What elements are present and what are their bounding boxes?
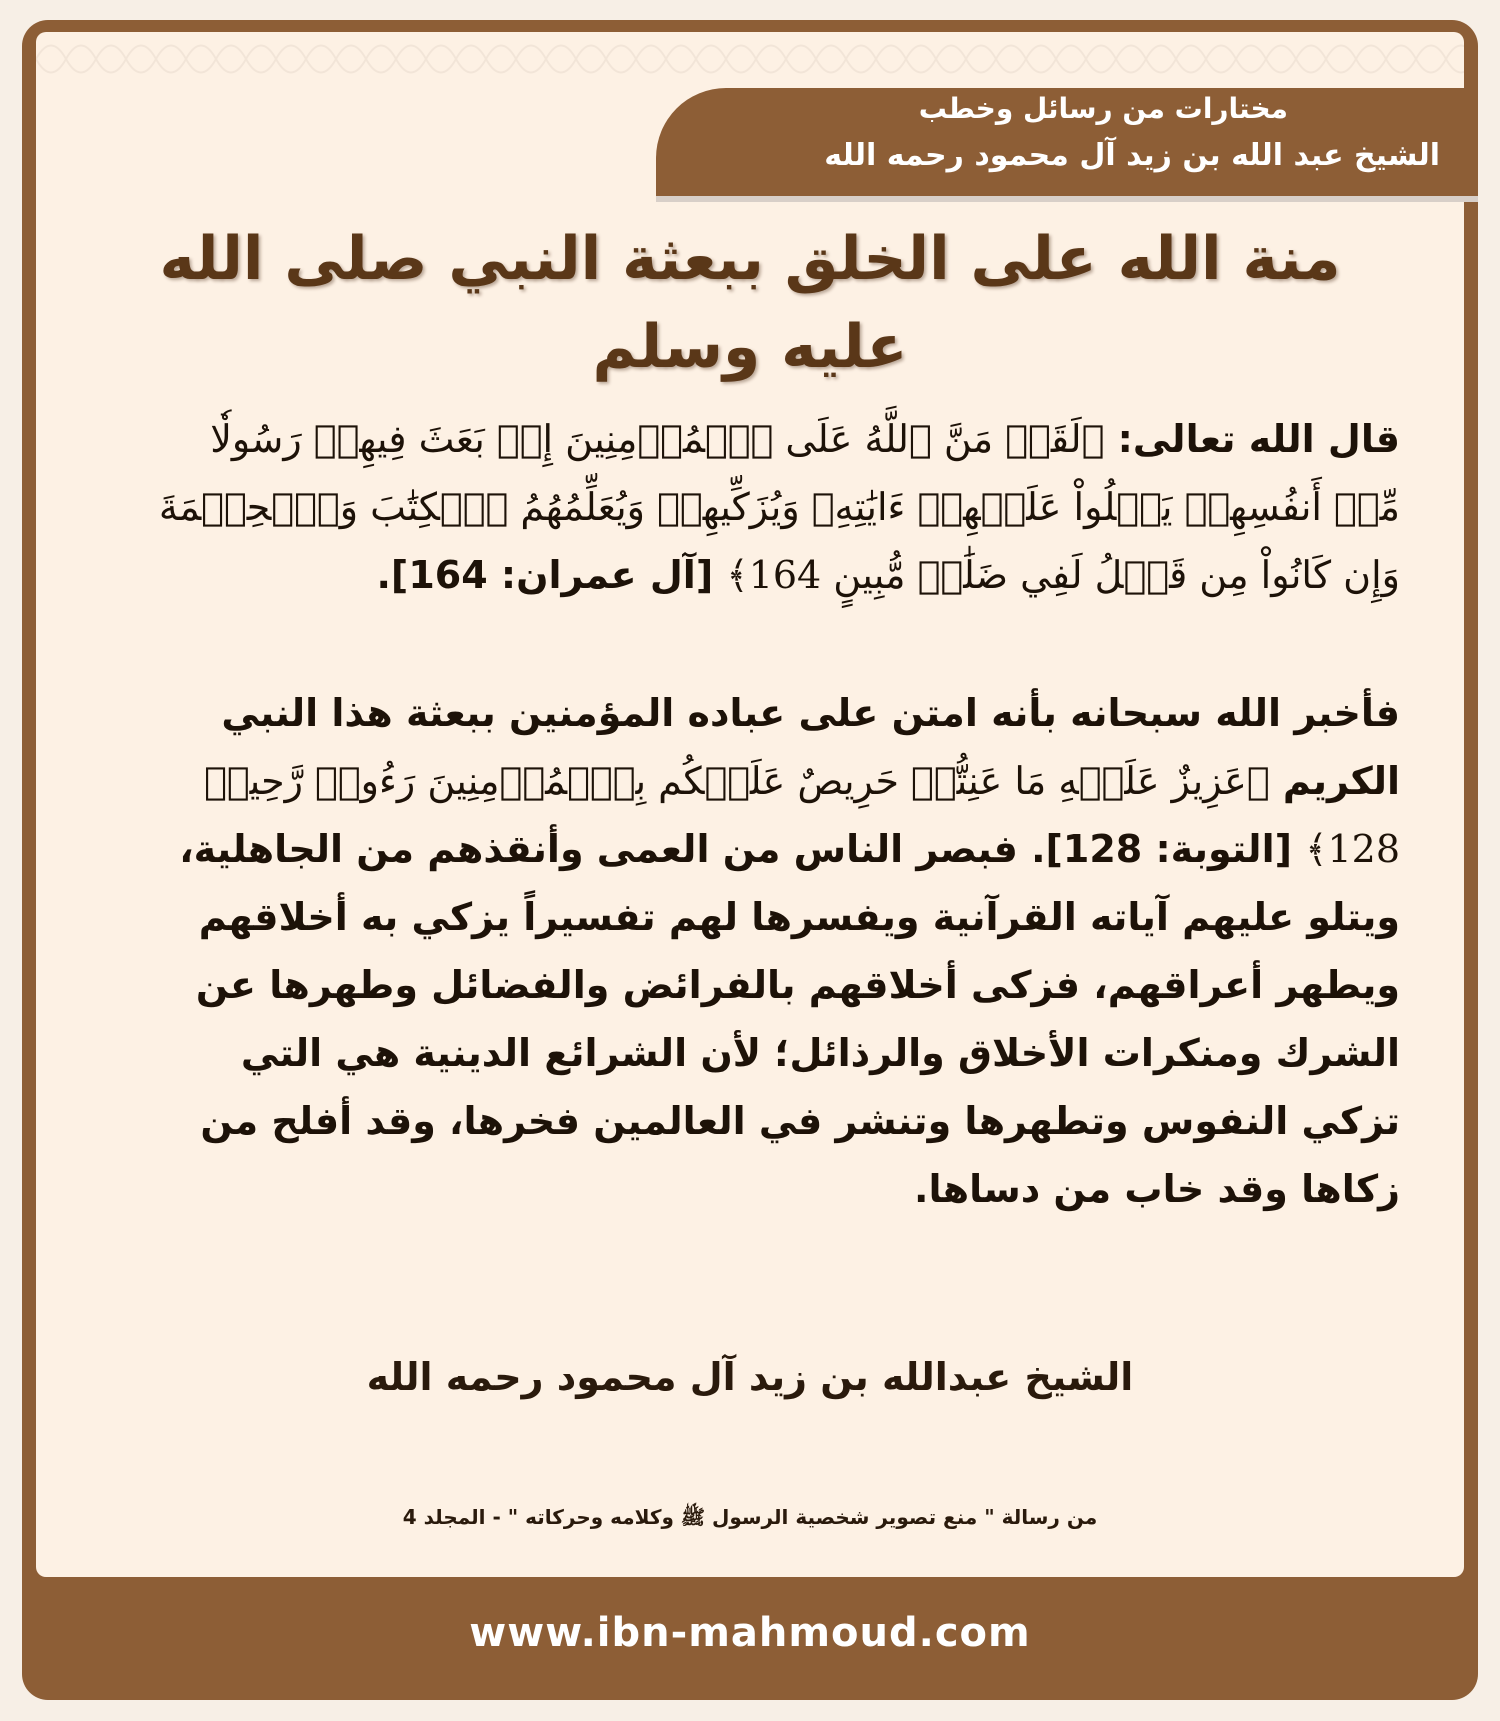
website-link[interactable]: www.ibn-mahmoud.com xyxy=(469,1610,1031,1656)
header-banner xyxy=(656,88,1478,196)
p1-intro: قال الله تعالى: xyxy=(1104,417,1400,461)
quran-verse-2: ﴿عَزِيزٌ عَلَيۡهِ مَا عَنِتُّمۡ حَرِيصٌ عَلَيۡكُم بِٱلۡمُؤۡمِنِينَ رَءُوفٞ رَّحِيمٞ 128﴾ xyxy=(204,759,1400,871)
header-line-1: مختارات من رسائل وخطب xyxy=(918,92,1288,125)
p1-reference: [آل عمران: 164]. xyxy=(376,553,727,597)
author-signature: الشيخ عبدالله بن زيد آل محمود رحمه الله xyxy=(366,1355,1134,1399)
p2-start: فأخبر الله سبحانه بأنه امتن على عباده المؤمنين ببعثة هذا النبي الكريم xyxy=(221,691,1400,803)
quran-verse-1: ﴿لَقَدۡ مَنَّ ٱللَّهُ عَلَى ٱلۡمُؤۡمِنِينَ إِذۡ بَعَثَ فِيهِمۡ رَسُولٗا مِّنۡ أَنفُسِهِمۡ يَتۡلُواْ عَلَيۡهِمۡ ءَايَٰتِهِۦ وَيُزَكِّيهِمۡ وَيُعَلِّمُهُمُ ٱلۡكِتَٰبَ وَٱلۡحِكۡمَةَ وَإِن كَانُواْ مِن قَبۡلُ لَفِي ضَلَٰلٖ مُّبِينٍ 164﴾ xyxy=(158,417,1400,597)
paragraph-1 xyxy=(140,405,1400,609)
p2-rest: [التوبة: 128]. فبصر الناس من العمى وأنقذهم من الجاهلية، ويتلو عليهم آياته القرآنية ويفسرها لهم تفسيراً يزكي به أخلاقهم ويطهر أعراقهم، فزكى أخلاقهم بالفرائض والفضائل وطهرها عن الشرك ومنكرات الأخلاق والرذائل؛ لأن الشرائع الدينية هي التي تزكي النفوس وتطهرها وتنشر في العالمين فخرها، وقد أفلح من زكاها وقد خاب من دساها. xyxy=(179,827,1400,1211)
paragraph-2 xyxy=(140,679,1400,1223)
article-body xyxy=(140,405,1400,1223)
source-citation: من رسالة " منع تصوير شخصية الرسول ﷺ وكلامه وحركاته " - المجلد 4 xyxy=(402,1505,1098,1529)
page-title: منة الله على الخلق ببعثة النبي صلى الله عليه وسلم xyxy=(159,224,1341,382)
header-line-2: الشيخ عبد الله بن زيد آل محمود رحمه الله xyxy=(824,138,1440,173)
decorative-pattern xyxy=(36,32,1464,86)
